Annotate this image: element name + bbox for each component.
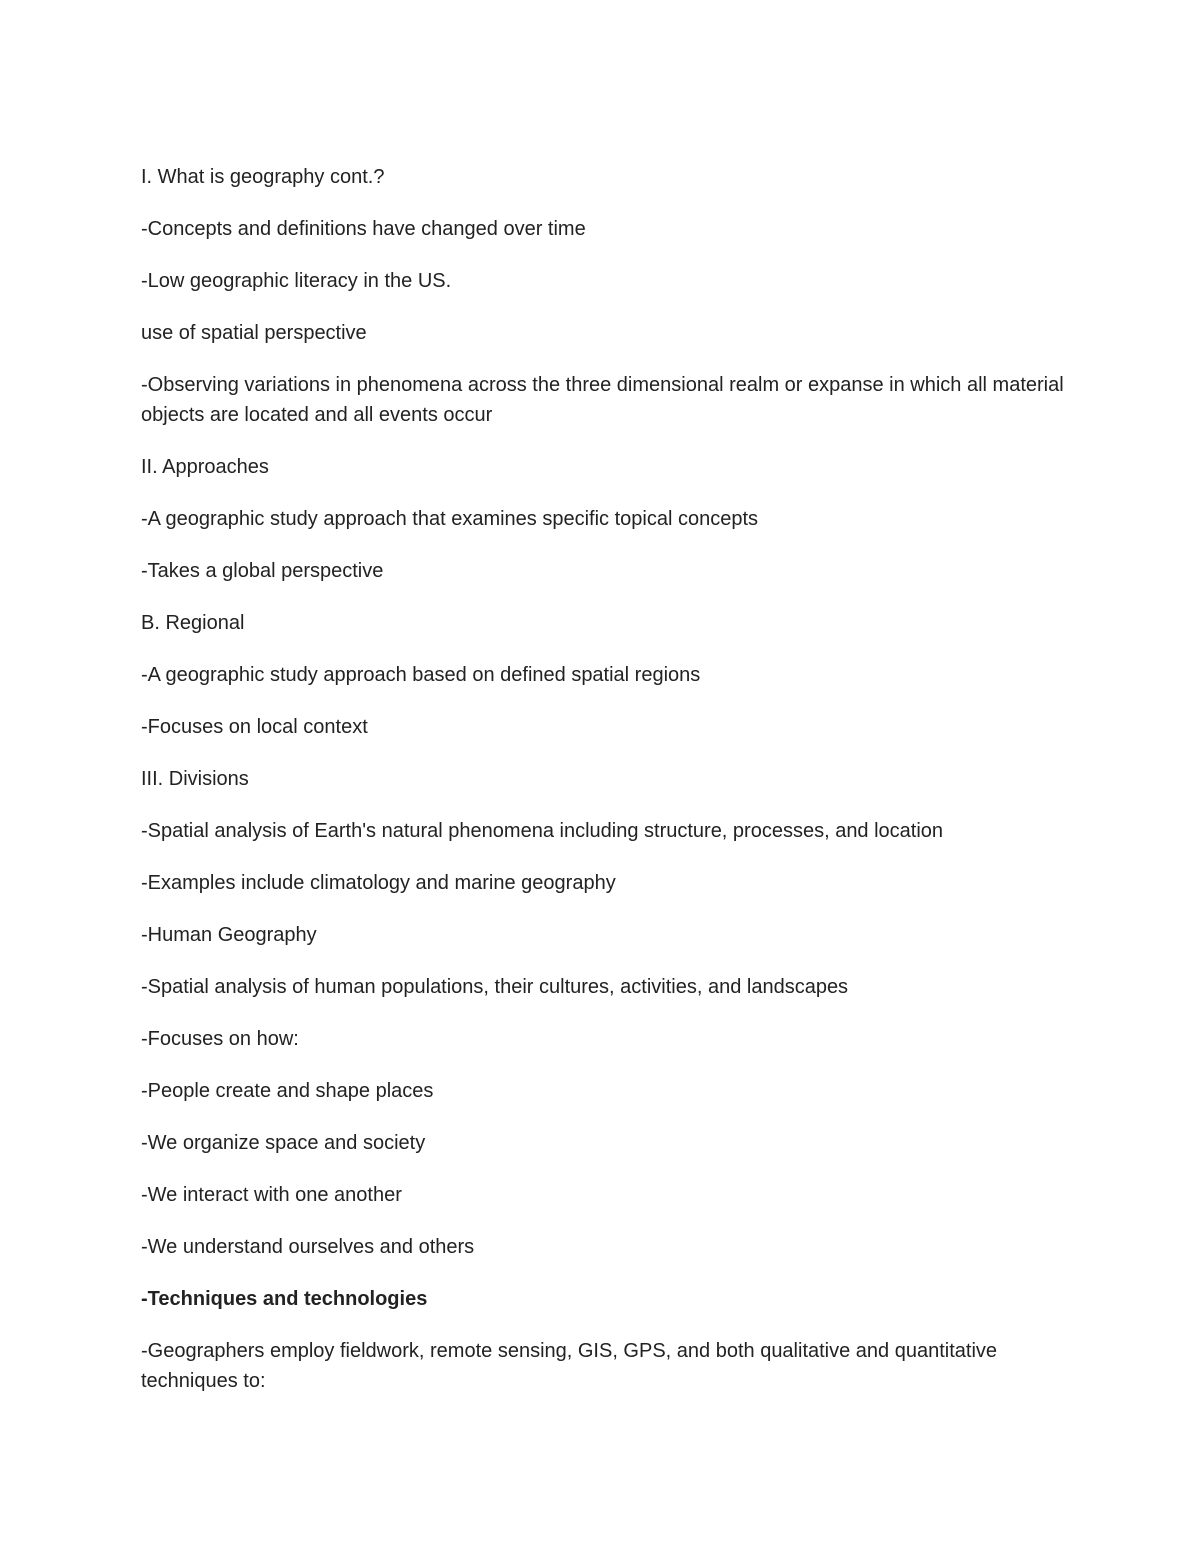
paragraph: -A geographic study approach based on defined spatial regions: [141, 664, 701, 686]
paragraph: -Geographers employ fieldwork, remote sensing, GIS, GPS, and both qualitative and quantitative techniques to:: [141, 1340, 998, 1392]
paragraph: I. What is geography cont.?: [141, 166, 385, 188]
paragraph: II. Approaches: [141, 456, 269, 478]
paragraph: -People create and shape places: [141, 1080, 434, 1102]
paragraph: -We organize space and society: [141, 1132, 426, 1154]
paragraph: -Observing variations in phenomena across the three dimensional realm or expanse in which all material objects are located and all events occur: [141, 374, 1064, 426]
paragraph: -We interact with one another: [141, 1184, 402, 1206]
paragraph: III. Divisions: [141, 768, 249, 790]
paragraph: use of spatial perspective: [141, 322, 367, 344]
paragraph: -Takes a global perspective: [141, 560, 384, 582]
paragraph: B. Regional: [141, 612, 245, 634]
paragraph: -Human Geography: [141, 924, 317, 946]
paragraph: -Spatial analysis of human populations, their cultures, activities, and landscapes: [141, 976, 849, 998]
paragraph: -A geographic study approach that examines specific topical concepts: [141, 508, 759, 530]
paragraph: -We understand ourselves and others: [141, 1236, 475, 1258]
section-heading: -Techniques and technologies: [141, 1288, 428, 1310]
paragraph: -Examples include climatology and marine geography: [141, 872, 616, 894]
paragraph: -Concepts and definitions have changed over time: [141, 218, 586, 240]
paragraph: -Spatial analysis of Earth's natural phenomena including structure, processes, and location: [141, 820, 944, 842]
paragraph: -Focuses on how:: [141, 1028, 299, 1050]
paragraph: -Low geographic literacy in the US.: [141, 270, 452, 292]
paragraph: -Focuses on local context: [141, 716, 368, 738]
document-body: [141, 162, 1071, 1418]
